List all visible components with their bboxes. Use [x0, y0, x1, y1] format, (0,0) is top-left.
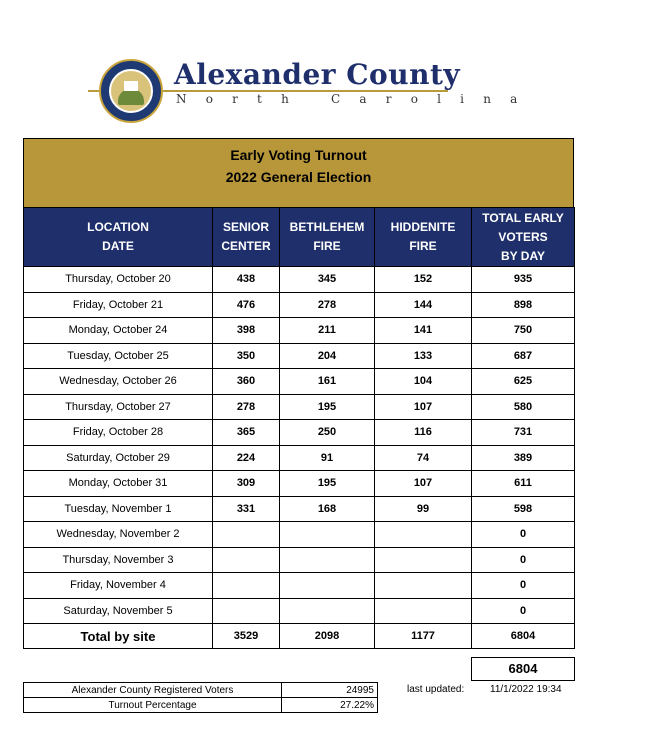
- row-senior: 438: [213, 267, 280, 293]
- row-hiddenite: 144: [375, 292, 472, 318]
- col-header-bethlehem-line-1: BETHLEHEM: [289, 220, 365, 234]
- row-senior: 360: [213, 369, 280, 395]
- row-senior: [213, 547, 280, 573]
- col-header-total-by-day: [472, 208, 575, 267]
- row-bethlehem: 195: [280, 471, 375, 497]
- row-total: 0: [472, 573, 575, 599]
- table-row: [24, 598, 575, 624]
- row-hiddenite: 74: [375, 445, 472, 471]
- row-total: 580: [472, 394, 575, 420]
- row-senior: [213, 522, 280, 548]
- county-name: Alexander County: [174, 58, 461, 91]
- col-header-hiddenite-fire: [375, 208, 472, 267]
- col-header-hiddenite-line-2: FIRE: [409, 239, 437, 253]
- table-row: [24, 318, 575, 344]
- row-bethlehem: 195: [280, 394, 375, 420]
- title-band: [23, 138, 574, 208]
- table-row: [24, 267, 575, 293]
- row-senior: 224: [213, 445, 280, 471]
- last-updated-label: last updated:: [407, 684, 465, 695]
- row-senior: 278: [213, 394, 280, 420]
- state-name: North Carolina: [176, 92, 537, 106]
- row-total: 898: [472, 292, 575, 318]
- row-senior: 331: [213, 496, 280, 522]
- row-total: 0: [472, 598, 575, 624]
- table-row: [24, 343, 575, 369]
- row-hiddenite: [375, 547, 472, 573]
- grand-total: 6804: [471, 657, 575, 681]
- row-hiddenite: 99: [375, 496, 472, 522]
- row-date: Monday, October 31: [24, 471, 213, 497]
- turnout-row: [24, 698, 378, 713]
- row-bethlehem: [280, 522, 375, 548]
- row-hiddenite: 116: [375, 420, 472, 446]
- row-date: Thursday, November 3: [24, 547, 213, 573]
- row-date: Wednesday, November 2: [24, 522, 213, 548]
- row-total: 598: [472, 496, 575, 522]
- row-total: 611: [472, 471, 575, 497]
- title-line-2: 2022 General Election: [225, 169, 372, 185]
- row-date: Saturday, November 5: [24, 598, 213, 624]
- table-row: [24, 420, 575, 446]
- col-header-bethlehem-line-2: FIRE: [313, 239, 341, 253]
- col-header-senior-line-1: SENIOR: [222, 220, 269, 234]
- county-seal-icon: [99, 59, 163, 123]
- registered-voters-label: Alexander County Registered Voters: [24, 683, 282, 698]
- table-row: [24, 471, 575, 497]
- col-header-bethlehem-fire: [280, 208, 375, 267]
- registered-voters-row: [24, 683, 378, 698]
- title-line-1: Early Voting Turnout: [230, 147, 367, 163]
- table-row: [24, 573, 575, 599]
- row-bethlehem: 91: [280, 445, 375, 471]
- header-row: [24, 208, 575, 267]
- table-row: [24, 369, 575, 395]
- col-header-senior-center: [213, 208, 280, 267]
- row-date: Monday, October 24: [24, 318, 213, 344]
- table-row: [24, 394, 575, 420]
- col-header-location: [24, 208, 213, 267]
- table-row: [24, 496, 575, 522]
- row-date: Friday, October 28: [24, 420, 213, 446]
- row-total: 0: [472, 547, 575, 573]
- row-total: 731: [472, 420, 575, 446]
- row-total: 687: [472, 343, 575, 369]
- table-row: [24, 445, 575, 471]
- turnout-table: [23, 207, 575, 649]
- row-date: Thursday, October 27: [24, 394, 213, 420]
- col-header-hiddenite-line-1: HIDDENITE: [390, 220, 456, 234]
- last-updated-value: 11/1/2022 19:34: [490, 684, 562, 695]
- row-total: 935: [472, 267, 575, 293]
- totals-senior: 3529: [213, 624, 280, 649]
- row-date: Saturday, October 29: [24, 445, 213, 471]
- table-row: [24, 522, 575, 548]
- row-hiddenite: 141: [375, 318, 472, 344]
- row-bethlehem: [280, 573, 375, 599]
- row-bethlehem: 345: [280, 267, 375, 293]
- col-header-senior-line-2: CENTER: [221, 239, 271, 253]
- row-hiddenite: [375, 598, 472, 624]
- table-row: [24, 292, 575, 318]
- row-bethlehem: [280, 598, 375, 624]
- row-senior: 398: [213, 318, 280, 344]
- col-header-location-line-1: LOCATION: [87, 220, 149, 234]
- row-bethlehem: 211: [280, 318, 375, 344]
- row-date: Tuesday, November 1: [24, 496, 213, 522]
- totals-hiddenite: 1177: [375, 624, 472, 649]
- row-hiddenite: 107: [375, 394, 472, 420]
- col-header-total-line-3: BY DAY: [500, 248, 546, 263]
- row-date: Friday, October 21: [24, 292, 213, 318]
- row-total: 625: [472, 369, 575, 395]
- totals-bethlehem: 2098: [280, 624, 375, 649]
- row-senior: [213, 598, 280, 624]
- row-hiddenite: 104: [375, 369, 472, 395]
- row-date: Tuesday, October 25: [24, 343, 213, 369]
- info-table: [23, 682, 378, 713]
- row-bethlehem: 168: [280, 496, 375, 522]
- row-bethlehem: 204: [280, 343, 375, 369]
- row-bethlehem: 250: [280, 420, 375, 446]
- row-senior: 309: [213, 471, 280, 497]
- totals-row: [24, 624, 575, 649]
- turnout-label: Turnout Percentage: [24, 698, 282, 713]
- row-hiddenite: [375, 573, 472, 599]
- row-bethlehem: [280, 547, 375, 573]
- row-bethlehem: 161: [280, 369, 375, 395]
- row-date: Friday, November 4: [24, 573, 213, 599]
- row-total: 750: [472, 318, 575, 344]
- row-senior: [213, 573, 280, 599]
- row-date: Thursday, October 20: [24, 267, 213, 293]
- registered-voters-value: 24995: [282, 683, 378, 698]
- row-bethlehem: 278: [280, 292, 375, 318]
- row-hiddenite: 152: [375, 267, 472, 293]
- col-header-total-line-1: TOTAL EARLY: [482, 210, 564, 225]
- totals-total: 6804: [472, 624, 575, 649]
- row-date: Wednesday, October 26: [24, 369, 213, 395]
- row-senior: 350: [213, 343, 280, 369]
- turnout-value: 27.22%: [282, 698, 378, 713]
- totals-label: Total by site: [24, 624, 213, 649]
- row-senior: 476: [213, 292, 280, 318]
- table-row: [24, 547, 575, 573]
- row-hiddenite: [375, 522, 472, 548]
- col-header-location-line-2: DATE: [102, 239, 134, 253]
- row-senior: 365: [213, 420, 280, 446]
- row-hiddenite: 107: [375, 471, 472, 497]
- row-total: 0: [472, 522, 575, 548]
- row-hiddenite: 133: [375, 343, 472, 369]
- col-header-total-line-2: VOTERS: [498, 229, 548, 244]
- row-total: 389: [472, 445, 575, 471]
